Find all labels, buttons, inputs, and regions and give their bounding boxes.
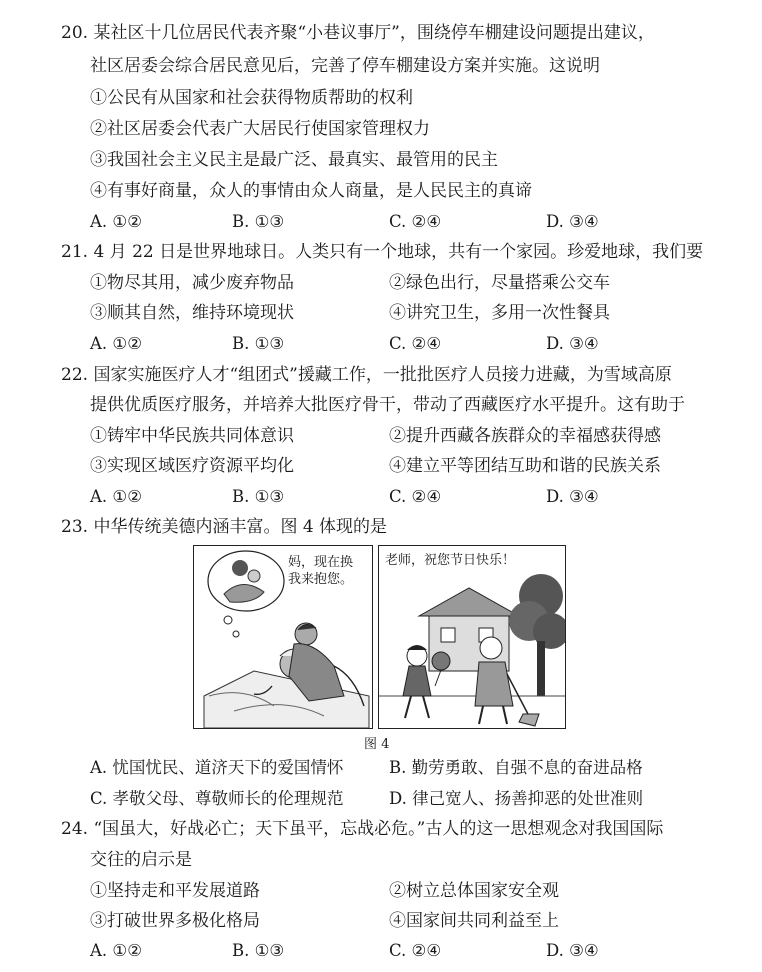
q20-stem-line-2: 社区居委会综合居民意见后，完善了停车棚建设方案并实施。这说明 <box>90 56 600 76</box>
q24-option-b[interactable]: B. ①③ <box>232 941 285 960</box>
q20-item-4: ④有事好商量，众人的事情由众人商量，是人民民主的真谛 <box>90 181 532 201</box>
q23-option-a[interactable]: A. 忧国忧民、道济天下的爱国情怀 <box>90 758 344 777</box>
q20-item-1: ①公民有从国家和社会获得物质帮助的权利 <box>90 88 413 108</box>
cartoon-panel-filial <box>193 545 373 729</box>
panel-1-speech-line-1: 妈，现在换 <box>288 555 354 570</box>
q23-option-d[interactable]: D. 律己宽人、扬善抑恶的处世准则 <box>389 789 644 808</box>
q22-item-2: ②提升西藏各族群众的幸福感获得感 <box>389 426 661 446</box>
q21-item-2: ②绿色出行，尽量搭乘公交车 <box>389 273 610 293</box>
q22-option-a[interactable]: A. ①② <box>90 487 142 506</box>
q21-option-b[interactable]: B. ①③ <box>232 334 285 353</box>
q21-item-1: ①物尽其用，减少废弃物品 <box>90 273 294 293</box>
figure-caption: 图 4 <box>364 737 390 752</box>
q20-stem-line-1: 20. 某社区十几位居民代表齐聚“小巷议事厅”，围绕停车棚建设问题提出建议， <box>61 23 655 43</box>
q24-item-4: ④国家间共同利益至上 <box>389 911 559 931</box>
q20-item-2: ②社区居委会代表广大居民行使国家管理权力 <box>90 119 430 139</box>
q20-option-c[interactable]: C. ②④ <box>389 212 442 231</box>
q21-option-d[interactable]: D. ③④ <box>546 334 599 353</box>
panel-1-speech-line-2: 我来抱您。 <box>288 572 354 587</box>
q20-option-d[interactable]: D. ③④ <box>546 212 599 231</box>
q22-stem-line-2: 提供优质医疗服务，并培养大批医疗骨干，带动了西藏医疗水平提升。这有助于 <box>90 395 685 415</box>
q21-stem: 21. 4 月 22 日是世界地球日。人类只有一个地球，共有一个家园。珍爱地球，我们要 <box>61 242 704 262</box>
q22-item-3: ③实现区域医疗资源平均化 <box>90 456 294 476</box>
q21-item-4: ④讲究卫生，多用一次性餐具 <box>389 303 610 323</box>
cartoon-panel-teacher <box>378 545 566 729</box>
q24-option-c[interactable]: C. ②④ <box>389 941 442 960</box>
q22-option-b[interactable]: B. ①③ <box>232 487 285 506</box>
q23-option-b[interactable]: B. 勤劳勇敢、自强不息的奋进品格 <box>389 758 643 777</box>
q24-option-d[interactable]: D. ③④ <box>546 941 599 960</box>
q23-option-c[interactable]: C. 孝敬父母、尊敬师长的伦理规范 <box>90 789 344 808</box>
q22-option-c[interactable]: C. ②④ <box>389 487 442 506</box>
q22-option-d[interactable]: D. ③④ <box>546 487 599 506</box>
panel-2-speech: 老师，祝您节日快乐！ <box>385 553 516 568</box>
q21-option-c[interactable]: C. ②④ <box>389 334 442 353</box>
cartoon-teacher-drawing <box>379 546 565 728</box>
q20-item-3: ③我国社会主义民主是最广泛、最真实、最管用的民主 <box>90 150 498 170</box>
q24-stem-line-1: 24. “国虽大，好战必亡；天下虽平，忘战必危。”古人的这一思想观念对我国国际 <box>61 819 664 839</box>
q20-option-a[interactable]: A. ①② <box>90 212 142 231</box>
q24-item-2: ②树立总体国家安全观 <box>389 881 559 901</box>
q24-stem-line-2: 交往的启示是 <box>90 850 192 870</box>
q24-option-a[interactable]: A. ①② <box>90 941 142 960</box>
q20-option-b[interactable]: B. ①③ <box>232 212 285 231</box>
q22-item-1: ①铸牢中华民族共同体意识 <box>90 426 294 446</box>
q24-item-1: ①坚持走和平发展道路 <box>90 881 260 901</box>
q24-item-3: ③打破世界多极化格局 <box>90 911 260 931</box>
figure-4 <box>193 545 568 730</box>
q21-item-3: ③顺其自然，维持环境现状 <box>90 303 294 323</box>
q23-stem: 23. 中华传统美德内涵丰富。图 4 体现的是 <box>61 517 388 537</box>
q22-item-4: ④建立平等团结互助和谐的民族关系 <box>389 456 661 476</box>
q21-option-a[interactable]: A. ①② <box>90 334 142 353</box>
q22-stem-line-1: 22. 国家实施医疗人才“组团式”援藏工作，一批批医疗人员接力进藏，为雪域高原 <box>61 365 672 385</box>
